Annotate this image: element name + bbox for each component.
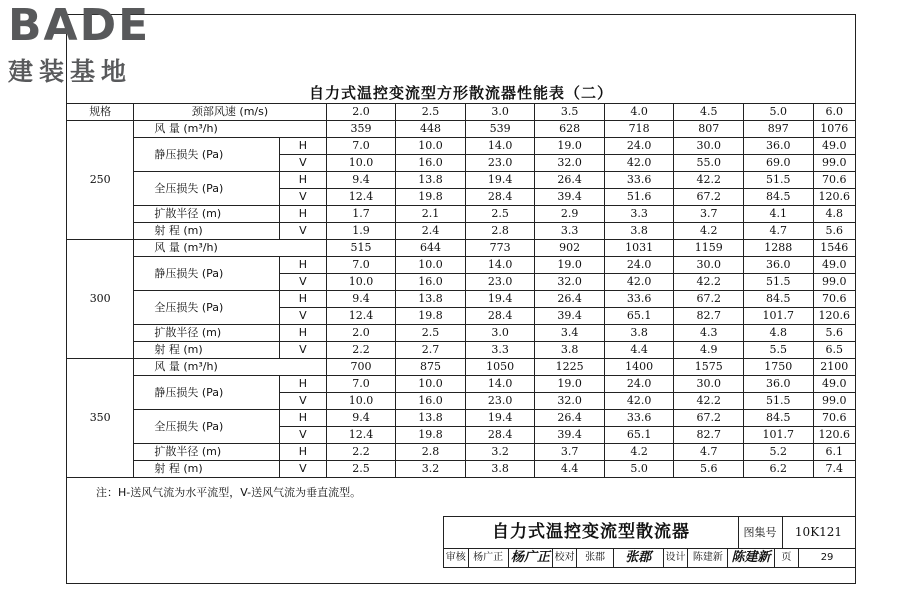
total-h-value: 9.4 — [326, 172, 396, 189]
static-h-value: 10.0 — [396, 376, 466, 393]
static-h-label: 静压损失 (Pa) — [134, 376, 280, 410]
total-h-flow-type: H — [279, 172, 326, 189]
total-h-value: 26.4 — [535, 172, 605, 189]
total-h-value: 84.5 — [744, 291, 814, 308]
static-h-value: 49.0 — [813, 138, 855, 155]
static-h-value: 24.0 — [604, 257, 674, 274]
reviewer-label: 审核 — [444, 548, 469, 567]
table-row — [67, 359, 856, 376]
static-v-value: 42.2 — [674, 393, 744, 410]
static-h-value: 10.0 — [396, 138, 466, 155]
table-row — [67, 257, 856, 274]
total-h-label: 全压损失 (Pa) — [134, 291, 280, 325]
total-h-value: 42.2 — [674, 172, 744, 189]
total-v-value: 120.6 — [813, 427, 855, 444]
velocity-header: 2.5 — [396, 104, 466, 121]
airflow-value: 897 — [744, 121, 814, 138]
total-v-value: 12.4 — [326, 427, 396, 444]
radius-h-value: 3.7 — [535, 444, 605, 461]
table-row — [67, 376, 856, 393]
footnote: 注：H-送风气流为水平流型，V-送风气流为垂直流型。 — [96, 486, 362, 499]
total-v-flow-type: V — [279, 189, 326, 206]
throw-v-value: 6.5 — [813, 342, 855, 359]
radius-h-value: 2.0 — [326, 325, 396, 342]
total-v-value: 39.4 — [535, 308, 605, 325]
static-h-value: 10.0 — [396, 257, 466, 274]
airflow-value: 1400 — [604, 359, 674, 376]
total-h-value: 33.6 — [604, 410, 674, 427]
throw-v-value: 7.4 — [813, 461, 855, 478]
total-v-value: 19.8 — [396, 189, 466, 206]
radius-h-value: 2.5 — [396, 325, 466, 342]
logo-brand: BADE — [8, 0, 151, 51]
radius-h-value: 4.8 — [744, 325, 814, 342]
table-row — [67, 444, 856, 461]
static-v-value: 99.0 — [813, 393, 855, 410]
logo — [8, 0, 151, 88]
total-h-flow-type: H — [279, 291, 326, 308]
throw-v-value: 2.8 — [465, 223, 535, 240]
radius-h-value: 5.6 — [813, 325, 855, 342]
total-v-value: 82.7 — [674, 427, 744, 444]
airflow-value: 718 — [604, 121, 674, 138]
static-v-value: 42.2 — [674, 274, 744, 291]
static-h-value: 19.0 — [535, 376, 605, 393]
static-h-value: 30.0 — [674, 138, 744, 155]
throw-v-value: 3.8 — [465, 461, 535, 478]
total-h-value: 9.4 — [326, 291, 396, 308]
airflow-value: 1288 — [744, 240, 814, 257]
throw-v-value: 4.4 — [535, 461, 605, 478]
total-h-value: 26.4 — [535, 291, 605, 308]
radius-h-value: 1.7 — [326, 206, 396, 223]
radius-h-value: 4.1 — [744, 206, 814, 223]
radius-h-value: 4.7 — [674, 444, 744, 461]
static-h-value: 30.0 — [674, 257, 744, 274]
designer-signature: 陈建新 — [728, 548, 774, 567]
airflow-value: 539 — [465, 121, 535, 138]
airflow-value: 628 — [535, 121, 605, 138]
radius-h-flow-type: H — [279, 325, 326, 342]
total-h-value: 70.6 — [813, 291, 855, 308]
airflow-value: 1031 — [604, 240, 674, 257]
static-v-value: 16.0 — [396, 155, 466, 172]
radius-h-label: 扩散半径 (m) — [134, 444, 280, 461]
total-v-flow-type: V — [279, 308, 326, 325]
static-v-value: 51.5 — [744, 393, 814, 410]
table-row — [67, 172, 856, 189]
airflow-value: 1225 — [535, 359, 605, 376]
performance-table — [66, 103, 856, 478]
static-v-value: 16.0 — [396, 393, 466, 410]
static-v-value: 42.0 — [604, 393, 674, 410]
throw-v-value: 5.0 — [604, 461, 674, 478]
throw-v-label: 射 程 (m) — [134, 461, 280, 478]
total-h-value: 33.6 — [604, 291, 674, 308]
static-v-value: 51.5 — [744, 274, 814, 291]
page-label: 页 — [775, 548, 800, 567]
static-h-flow-type: H — [279, 376, 326, 393]
total-v-value: 28.4 — [465, 427, 535, 444]
static-v-value: 32.0 — [535, 155, 605, 172]
throw-v-value: 4.7 — [744, 223, 814, 240]
throw-v-value: 4.9 — [674, 342, 744, 359]
static-v-value: 69.0 — [744, 155, 814, 172]
static-v-value: 10.0 — [326, 393, 396, 410]
radius-h-value: 2.9 — [535, 206, 605, 223]
radius-h-value: 4.8 — [813, 206, 855, 223]
table-row — [67, 342, 856, 359]
static-v-value: 32.0 — [535, 274, 605, 291]
velocity-header: 3.0 — [465, 104, 535, 121]
radius-h-value: 2.2 — [326, 444, 396, 461]
static-h-value: 49.0 — [813, 257, 855, 274]
total-h-value: 19.4 — [465, 410, 535, 427]
total-v-value: 28.4 — [465, 189, 535, 206]
static-v-value: 42.0 — [604, 155, 674, 172]
table-row — [67, 138, 856, 155]
total-v-value: 12.4 — [326, 308, 396, 325]
total-h-value: 13.8 — [396, 410, 466, 427]
table-row — [67, 291, 856, 308]
radius-h-value: 2.5 — [465, 206, 535, 223]
static-h-value: 19.0 — [535, 138, 605, 155]
static-v-value: 99.0 — [813, 274, 855, 291]
velocity-header: 4.5 — [674, 104, 744, 121]
radius-h-value: 3.2 — [465, 444, 535, 461]
checker-name: 张郡 — [577, 548, 613, 567]
airflow-label: 风 量 (m³/h) — [134, 121, 326, 138]
throw-v-label: 射 程 (m) — [134, 342, 280, 359]
total-v-value: 12.4 — [326, 189, 396, 206]
throw-v-value: 4.4 — [604, 342, 674, 359]
static-v-flow-type: V — [279, 393, 326, 410]
designer-label: 设计 — [664, 548, 689, 567]
static-h-value: 7.0 — [326, 257, 396, 274]
total-h-value: 67.2 — [674, 410, 744, 427]
total-v-value: 51.6 — [604, 189, 674, 206]
static-v-value: 23.0 — [465, 393, 535, 410]
velocity-header: 6.0 — [813, 104, 855, 121]
title-block — [443, 516, 856, 568]
total-h-value: 51.5 — [744, 172, 814, 189]
throw-v-value: 2.7 — [396, 342, 466, 359]
total-h-value: 26.4 — [535, 410, 605, 427]
static-v-value: 10.0 — [326, 274, 396, 291]
static-h-value: 14.0 — [465, 376, 535, 393]
throw-v-value: 2.2 — [326, 342, 396, 359]
airflow-value: 515 — [326, 240, 396, 257]
page-number: 29 — [820, 552, 834, 563]
static-h-value: 49.0 — [813, 376, 855, 393]
throw-v-value: 3.2 — [396, 461, 466, 478]
radius-h-value: 3.8 — [604, 325, 674, 342]
table-title: 自力式温控变流型方形散流器性能表（二） — [308, 84, 613, 102]
total-v-value: 120.6 — [813, 308, 855, 325]
airflow-value: 1050 — [465, 359, 535, 376]
total-h-label: 全压损失 (Pa) — [134, 410, 280, 444]
airflow-value: 1076 — [813, 121, 855, 138]
table-row — [67, 461, 856, 478]
radius-h-value: 2.1 — [396, 206, 466, 223]
static-h-value: 19.0 — [535, 257, 605, 274]
static-h-value: 36.0 — [744, 138, 814, 155]
airflow-value: 1546 — [813, 240, 855, 257]
total-h-value: 33.6 — [604, 172, 674, 189]
throw-v-flow-type: V — [279, 342, 326, 359]
static-h-label: 静压损失 (Pa) — [134, 138, 280, 172]
radius-h-value: 5.2 — [744, 444, 814, 461]
total-v-value: 65.1 — [604, 427, 674, 444]
total-h-value: 13.8 — [396, 172, 466, 189]
static-v-value: 55.0 — [674, 155, 744, 172]
throw-v-value: 3.8 — [604, 223, 674, 240]
radius-h-flow-type: H — [279, 444, 326, 461]
radius-h-flow-type: H — [279, 206, 326, 223]
throw-v-flow-type: V — [279, 461, 326, 478]
airflow-label: 风 量 (m³/h) — [134, 240, 326, 257]
static-v-value: 10.0 — [326, 155, 396, 172]
static-v-value: 42.0 — [604, 274, 674, 291]
total-h-value: 70.6 — [813, 172, 855, 189]
velocity-header: 2.0 — [326, 104, 396, 121]
neck-velocity-header: 颈部风速 (m/s) — [134, 104, 326, 121]
static-h-value: 14.0 — [465, 138, 535, 155]
total-v-value: 19.8 — [396, 308, 466, 325]
total-h-value: 84.5 — [744, 410, 814, 427]
radius-h-value: 6.1 — [813, 444, 855, 461]
total-h-value: 19.4 — [465, 291, 535, 308]
total-v-value: 84.5 — [744, 189, 814, 206]
airflow-value: 2100 — [813, 359, 855, 376]
static-v-value: 23.0 — [465, 274, 535, 291]
total-h-value: 9.4 — [326, 410, 396, 427]
velocity-header: 3.5 — [535, 104, 605, 121]
static-v-value: 16.0 — [396, 274, 466, 291]
airflow-value: 807 — [674, 121, 744, 138]
airflow-value: 902 — [535, 240, 605, 257]
total-v-value: 19.8 — [396, 427, 466, 444]
airflow-value: 448 — [396, 121, 466, 138]
total-v-value: 82.7 — [674, 308, 744, 325]
radius-h-value: 4.2 — [604, 444, 674, 461]
static-h-value: 7.0 — [326, 138, 396, 155]
static-h-flow-type: H — [279, 257, 326, 274]
airflow-value: 1575 — [674, 359, 744, 376]
radius-h-value: 3.7 — [674, 206, 744, 223]
static-v-value: 99.0 — [813, 155, 855, 172]
throw-v-value: 2.5 — [326, 461, 396, 478]
atlas-label: 图集号 — [738, 517, 783, 549]
total-h-value: 67.2 — [674, 291, 744, 308]
throw-v-value: 5.6 — [674, 461, 744, 478]
static-h-flow-type: H — [279, 138, 326, 155]
table-row — [67, 206, 856, 223]
total-v-value: 39.4 — [535, 427, 605, 444]
radius-h-value: 2.8 — [396, 444, 466, 461]
static-h-label: 静压损失 (Pa) — [134, 257, 280, 291]
radius-h-value: 4.3 — [674, 325, 744, 342]
airflow-value: 700 — [326, 359, 396, 376]
total-h-value: 19.4 — [465, 172, 535, 189]
airflow-value: 1750 — [744, 359, 814, 376]
total-v-value: 101.7 — [744, 427, 814, 444]
static-v-value: 32.0 — [535, 393, 605, 410]
total-v-value: 120.6 — [813, 189, 855, 206]
airflow-value: 359 — [326, 121, 396, 138]
total-h-flow-type: H — [279, 410, 326, 427]
static-h-value: 24.0 — [604, 138, 674, 155]
drawing-title: 自力式温控变流型散流器 — [444, 517, 739, 549]
static-v-flow-type: V — [279, 155, 326, 172]
static-h-value: 36.0 — [744, 376, 814, 393]
table-row — [67, 325, 856, 342]
table-row — [67, 410, 856, 427]
throw-v-value: 2.4 — [396, 223, 466, 240]
static-h-value: 36.0 — [744, 257, 814, 274]
total-v-value: 101.7 — [744, 308, 814, 325]
throw-v-value: 3.8 — [535, 342, 605, 359]
throw-v-value: 1.9 — [326, 223, 396, 240]
throw-v-value: 4.2 — [674, 223, 744, 240]
velocity-header: 4.0 — [604, 104, 674, 121]
total-v-value: 39.4 — [535, 189, 605, 206]
radius-h-label: 扩散半径 (m) — [134, 325, 280, 342]
static-v-flow-type: V — [279, 274, 326, 291]
total-v-flow-type: V — [279, 427, 326, 444]
checker-signature: 张郡 — [614, 548, 664, 567]
throw-v-value: 5.6 — [813, 223, 855, 240]
size-cell: 300 — [67, 240, 134, 359]
static-h-value: 24.0 — [604, 376, 674, 393]
throw-v-value: 3.3 — [465, 342, 535, 359]
static-v-value: 23.0 — [465, 155, 535, 172]
static-h-value: 30.0 — [674, 376, 744, 393]
checker-label: 校对 — [553, 548, 578, 567]
airflow-value: 773 — [465, 240, 535, 257]
reviewer-name: 杨广正 — [469, 548, 509, 567]
velocity-header: 5.0 — [744, 104, 814, 121]
total-v-value: 67.2 — [674, 189, 744, 206]
designer-name: 陈建新 — [688, 548, 728, 567]
static-h-value: 7.0 — [326, 376, 396, 393]
table-body — [67, 104, 856, 478]
airflow-value: 875 — [396, 359, 466, 376]
throw-v-label: 射 程 (m) — [134, 223, 280, 240]
table-row — [67, 240, 856, 257]
total-h-value: 13.8 — [396, 291, 466, 308]
throw-v-value: 5.5 — [744, 342, 814, 359]
total-h-value: 70.6 — [813, 410, 855, 427]
airflow-label: 风 量 (m³/h) — [134, 359, 326, 376]
table-row — [67, 121, 856, 138]
throw-v-value: 6.2 — [744, 461, 814, 478]
throw-v-value: 3.3 — [535, 223, 605, 240]
size-cell: 250 — [67, 121, 134, 240]
radius-h-label: 扩散半径 (m) — [134, 206, 280, 223]
airflow-value: 644 — [396, 240, 466, 257]
static-h-value: 14.0 — [465, 257, 535, 274]
logo-subtitle: 建装基地 — [8, 57, 133, 86]
spec-header: 规格 — [67, 104, 134, 121]
throw-v-flow-type: V — [279, 223, 326, 240]
size-cell: 350 — [67, 359, 134, 478]
header-row — [67, 104, 856, 121]
radius-h-value: 3.3 — [604, 206, 674, 223]
total-h-label: 全压损失 (Pa) — [134, 172, 280, 206]
signature-row — [444, 548, 855, 567]
airflow-value: 1159 — [674, 240, 744, 257]
total-v-value: 65.1 — [604, 308, 674, 325]
radius-h-value: 3.0 — [465, 325, 535, 342]
reviewer-signature: 杨广正 — [509, 548, 553, 567]
table-row — [67, 223, 856, 240]
atlas-number: 10K121 — [782, 517, 855, 549]
radius-h-value: 3.4 — [535, 325, 605, 342]
total-v-value: 28.4 — [465, 308, 535, 325]
